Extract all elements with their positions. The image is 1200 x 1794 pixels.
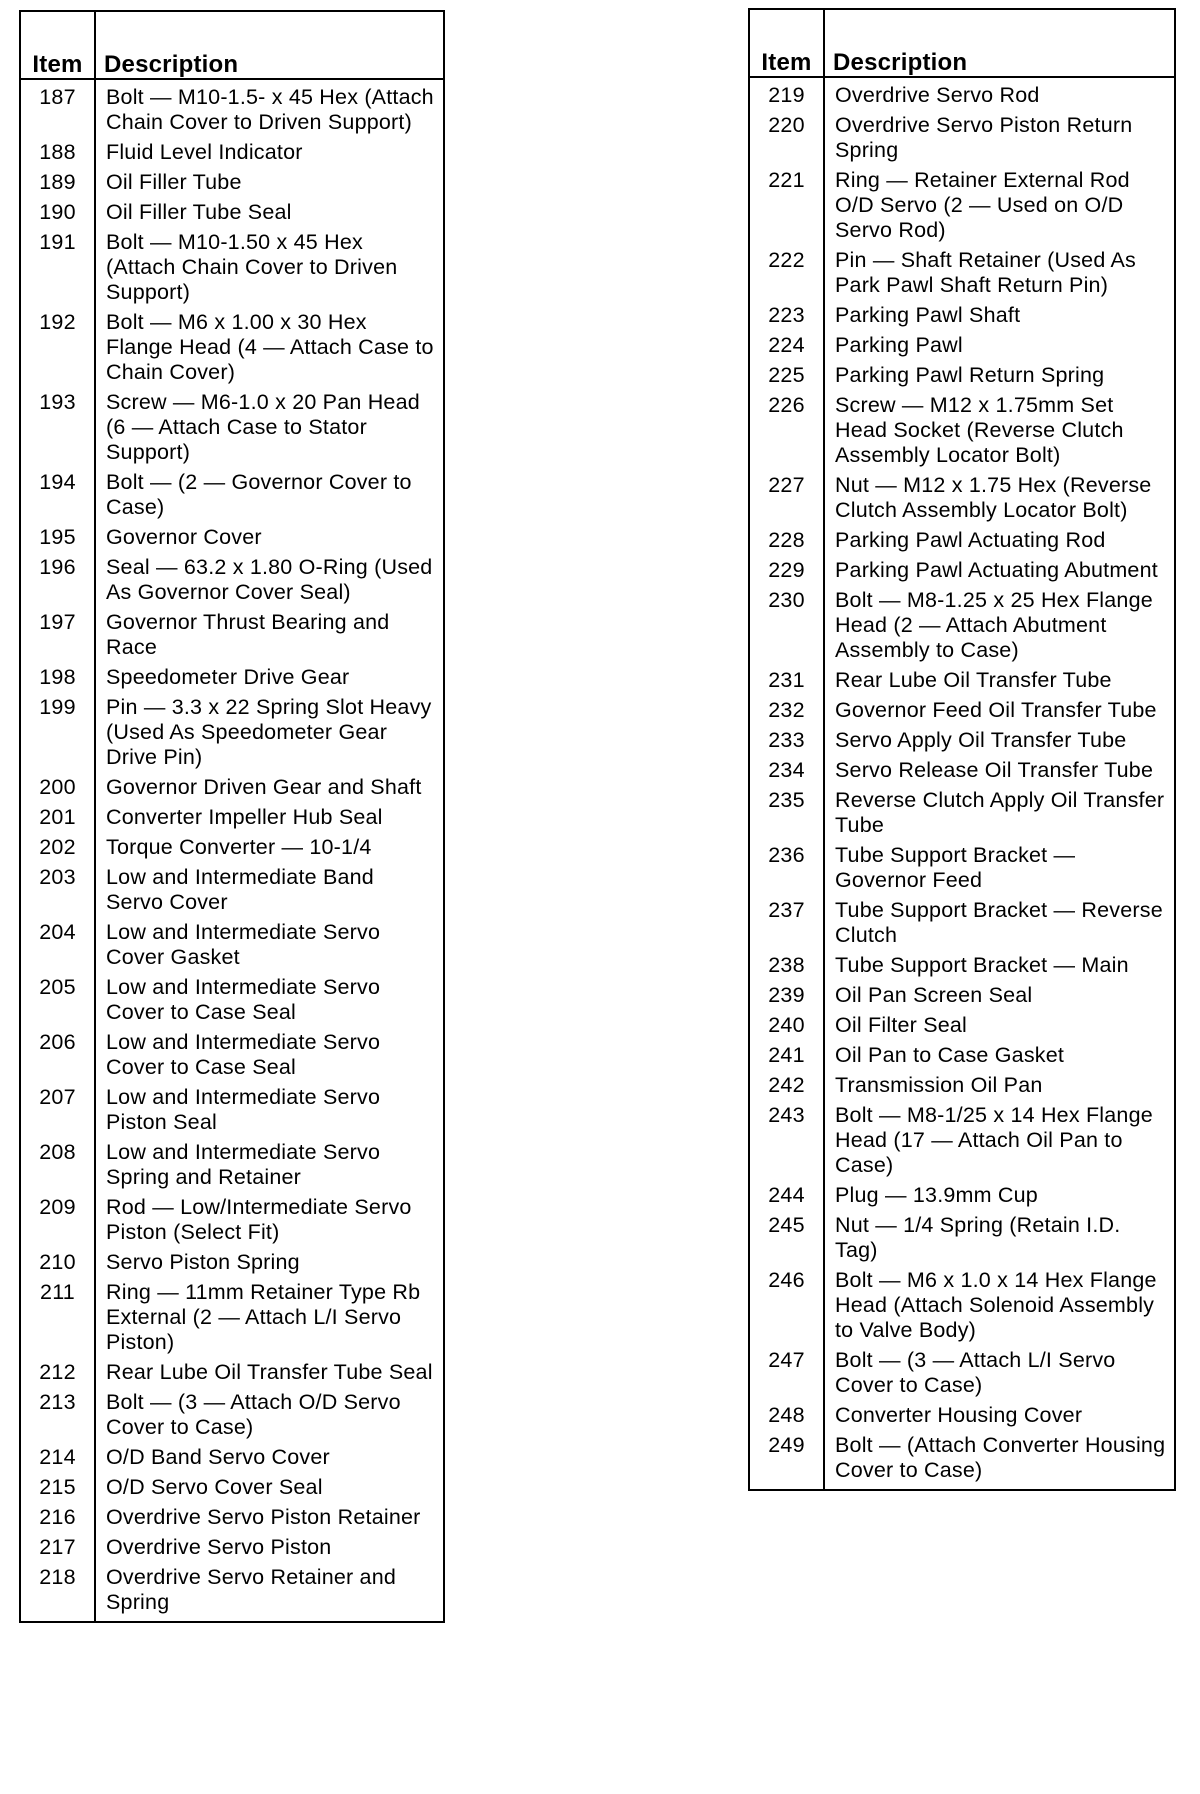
table-row [749,1430,1175,1490]
item-number: 235 [749,785,824,840]
item-number: 230 [749,585,824,665]
table-row [20,227,444,307]
item-description: Overdrive Servo Piston Retainer [106,1505,421,1529]
table-row [749,1180,1175,1210]
item-number: 214 [20,1442,95,1472]
item-number: 233 [749,725,824,755]
item-number: 187 [20,79,95,137]
item-number: 194 [20,467,95,522]
item-number: 189 [20,167,95,197]
item-number: 247 [749,1345,824,1400]
item-description: Low and Intermediate Servo Cover to Case Seal [106,975,381,1024]
item-number: 202 [20,832,95,862]
item-number: 204 [20,917,95,972]
table-row [749,1345,1175,1400]
item-number: 248 [749,1400,824,1430]
item-number: 227 [749,470,824,525]
item-number: 205 [20,972,95,1027]
item-description: Tube Support Bracket — Governor Feed [835,843,1076,892]
item-number: 210 [20,1247,95,1277]
table-row [20,1247,444,1277]
item-description: Governor Feed Oil Transfer Tube [835,698,1157,722]
table-row [749,555,1175,585]
item-number: 244 [749,1180,824,1210]
item-number: 199 [20,692,95,772]
table-row [20,467,444,522]
item-description: Low and Intermediate Servo Cover to Case Seal [106,1030,381,1079]
item-number: 221 [749,165,824,245]
item-description: Oil Filter Seal [835,1013,968,1037]
table-row [20,137,444,167]
parts-table-right [748,8,1176,1491]
item-description: Transmission Oil Pan [835,1073,1043,1097]
item-number: 200 [20,772,95,802]
item-description: Nut — M12 x 1.75 Hex (Reverse Clutch Assembly Locator Bolt) [835,473,1152,522]
table-row [20,832,444,862]
table-row [20,522,444,552]
item-description: Bolt — M10-1.5- x 45 Hex (Attach Chain Cover to Driven Support) [106,85,434,134]
table-row [749,300,1175,330]
table-row [20,1192,444,1247]
item-description: Parking Pawl Actuating Rod [835,528,1106,552]
item-number: 236 [749,840,824,895]
item-number: 197 [20,607,95,662]
item-description: Converter Impeller Hub Seal [106,805,383,829]
item-description: Screw — M12 x 1.75mm Set Head Socket (Reverse Clutch Assembly Locator Bolt) [835,393,1124,467]
item-number: 208 [20,1137,95,1192]
item-description: Seal — 63.2 x 1.80 O-Ring (Used As Governor Cover Seal) [106,555,433,604]
item-description: Overdrive Servo Piston Return Spring [835,113,1133,162]
table-row [749,785,1175,840]
table-row [749,1210,1175,1265]
table-row [749,665,1175,695]
item-number: 216 [20,1502,95,1532]
table-row [749,725,1175,755]
item-description: Overdrive Servo Retainer and Spring [106,1565,397,1614]
item-number: 242 [749,1070,824,1100]
item-description: Oil Pan Screen Seal [835,983,1033,1007]
item-number: 192 [20,307,95,387]
table-row [20,802,444,832]
table-row [749,840,1175,895]
table-row [20,662,444,692]
item-description: Servo Release Oil Transfer Tube [835,758,1154,782]
table-row [749,980,1175,1010]
item-number: 206 [20,1027,95,1082]
header-row [749,9,1175,77]
table-row [749,585,1175,665]
table-row [749,390,1175,470]
item-description: Screw — M6-1.0 x 20 Pan Head (6 — Attach Case to Stator Support) [106,390,420,464]
table-row [749,950,1175,980]
item-description: Low and Intermediate Servo Spring and Retainer [106,1140,381,1189]
item-number: 195 [20,522,95,552]
item-number: 237 [749,895,824,950]
item-description: Governor Cover [106,525,262,549]
item-description: Bolt — (3 — Attach O/D Servo Cover to Case) [106,1390,401,1439]
item-description: Governor Thrust Bearing and Race [106,610,390,659]
parts-table-left-body [20,79,444,1622]
item-description: Low and Intermediate Servo Piston Seal [106,1085,381,1134]
item-number: 245 [749,1210,824,1265]
item-description: O/D Servo Cover Seal [106,1475,323,1499]
item-number: 218 [20,1562,95,1622]
item-number: 198 [20,662,95,692]
table-row [749,165,1175,245]
item-description: Rear Lube Oil Transfer Tube [835,668,1112,692]
item-number: 215 [20,1472,95,1502]
item-number: 211 [20,1277,95,1357]
item-number: 226 [749,390,824,470]
item-number: 217 [20,1532,95,1562]
table-row [20,1387,444,1442]
item-number: 212 [20,1357,95,1387]
item-description: Tube Support Bracket — Reverse Clutch [835,898,1163,947]
table-row [20,862,444,917]
item-description: Servo Apply Oil Transfer Tube [835,728,1127,752]
table-row [20,692,444,772]
item-description: Governor Driven Gear and Shaft [106,775,422,799]
item-number: 232 [749,695,824,725]
table-row [749,1400,1175,1430]
table-row [20,552,444,607]
item-description: Parking Pawl [835,333,963,357]
item-description: Rear Lube Oil Transfer Tube Seal [106,1360,433,1384]
table-row [749,245,1175,300]
table-row [20,917,444,972]
table-row [20,1357,444,1387]
item-description: Bolt — M10-1.50 x 45 Hex (Attach Chain Cover to Driven Support) [106,230,398,304]
item-number: 240 [749,1010,824,1040]
item-number: 246 [749,1265,824,1345]
item-description: Reverse Clutch Apply Oil Transfer Tube [835,788,1165,837]
item-number: 249 [749,1430,824,1490]
item-description: Overdrive Servo Piston [106,1535,332,1559]
table-row [749,1265,1175,1345]
table-row [20,1082,444,1137]
item-description: Bolt — M6 x 1.0 x 14 Hex Flange Head (Attach Solenoid Assembly to Valve Body) [835,1268,1157,1342]
item-description: Oil Filler Tube Seal [106,200,292,224]
parts-table-right-body [749,77,1175,1490]
table-row [20,1137,444,1192]
item-number: 193 [20,387,95,467]
table-row [20,772,444,802]
table-row [749,330,1175,360]
table-row [20,79,444,137]
item-number: 209 [20,1192,95,1247]
table-row [20,307,444,387]
item-description: Ring — 11mm Retainer Type Rb External (2 — Attach L/I Servo Piston) [106,1280,421,1354]
table-row [20,1472,444,1502]
parts-table-left [19,10,445,1623]
item-number: 201 [20,802,95,832]
item-number: 228 [749,525,824,555]
item-description: Nut — 1/4 Spring (Retain I.D. Tag) [835,1213,1121,1262]
table-row [749,110,1175,165]
item-description: Parking Pawl Shaft [835,303,1021,327]
item-description: Bolt — (2 — Governor Cover to Case) [106,470,412,519]
item-column-header: Item [749,9,824,77]
item-number: 220 [749,110,824,165]
item-description: Bolt — (Attach Converter Housing Cover to Case) [835,1433,1166,1482]
item-number: 207 [20,1082,95,1137]
item-number: 190 [20,197,95,227]
table-row [20,167,444,197]
item-description: Oil Filler Tube [106,170,242,194]
item-description: Bolt — M6 x 1.00 x 30 Hex Flange Head (4 — Attach Case to Chain Cover) [106,310,434,384]
item-number: 223 [749,300,824,330]
table-row [749,695,1175,725]
table-row [20,387,444,467]
item-description: Torque Converter — 10-1/4 [106,835,372,859]
item-description: Tube Support Bracket — Main [835,953,1129,977]
item-description: Parking Pawl Return Spring [835,363,1105,387]
table-row [749,525,1175,555]
table-row [749,1070,1175,1100]
header-row [20,11,444,79]
item-description: Speedometer Drive Gear [106,665,350,689]
table-row [749,470,1175,525]
item-number: 234 [749,755,824,785]
item-description: Servo Piston Spring [106,1250,300,1274]
table-row [749,895,1175,950]
item-description: Oil Pan to Case Gasket [835,1043,1065,1067]
item-description: Parking Pawl Actuating Abutment [835,558,1158,582]
item-description: Pin — Shaft Retainer (Used As Park Pawl Shaft Return Pin) [835,248,1136,297]
item-description: Plug — 13.9mm Cup [835,1183,1038,1207]
item-description: Bolt — (3 — Attach L/I Servo Cover to Case) [835,1348,1116,1397]
item-number: 213 [20,1387,95,1442]
item-column-header: Item [20,11,95,79]
item-description: Rod — Low/Intermediate Servo Piston (Select Fit) [106,1195,412,1244]
description-column-header: Description [824,9,1175,77]
item-description: Fluid Level Indicator [106,140,303,164]
item-number: 191 [20,227,95,307]
table-row [20,1442,444,1472]
item-number: 241 [749,1040,824,1070]
item-number: 224 [749,330,824,360]
table-row [20,197,444,227]
item-number: 225 [749,360,824,390]
item-number: 238 [749,950,824,980]
table-row [20,1532,444,1562]
table-row [749,1100,1175,1180]
table-row [749,1040,1175,1070]
item-description: Pin — 3.3 x 22 Spring Slot Heavy (Used As Speedometer Gear Drive Pin) [106,695,432,769]
table-row [20,1027,444,1082]
item-number: 196 [20,552,95,607]
item-description: Ring — Retainer External Rod O/D Servo (2 — Used on O/D Servo Rod) [835,168,1130,242]
description-column-header: Description [95,11,444,79]
table-row [749,1010,1175,1040]
table-row [20,607,444,662]
item-number: 203 [20,862,95,917]
table-row [20,1277,444,1357]
item-number: 219 [749,77,824,110]
table-row [749,360,1175,390]
item-number: 243 [749,1100,824,1180]
item-number: 229 [749,555,824,585]
item-description: Low and Intermediate Band Servo Cover [106,865,374,914]
item-number: 222 [749,245,824,300]
table-row [749,77,1175,110]
item-description: Overdrive Servo Rod [835,83,1040,107]
item-description: Bolt — M8-1.25 x 25 Hex Flange Head (2 — Attach Abutment Assembly to Case) [835,588,1153,662]
item-description: Low and Intermediate Servo Cover Gasket [106,920,381,969]
table-row [20,1562,444,1622]
item-number: 188 [20,137,95,167]
item-number: 231 [749,665,824,695]
table-row [749,755,1175,785]
table-row [20,972,444,1027]
item-description: Converter Housing Cover [835,1403,1083,1427]
item-description: Bolt — M8-1/25 x 14 Hex Flange Head (17 — Attach Oil Pan to Case) [835,1103,1153,1177]
table-row [20,1502,444,1532]
item-description: O/D Band Servo Cover [106,1445,330,1469]
item-number: 239 [749,980,824,1010]
